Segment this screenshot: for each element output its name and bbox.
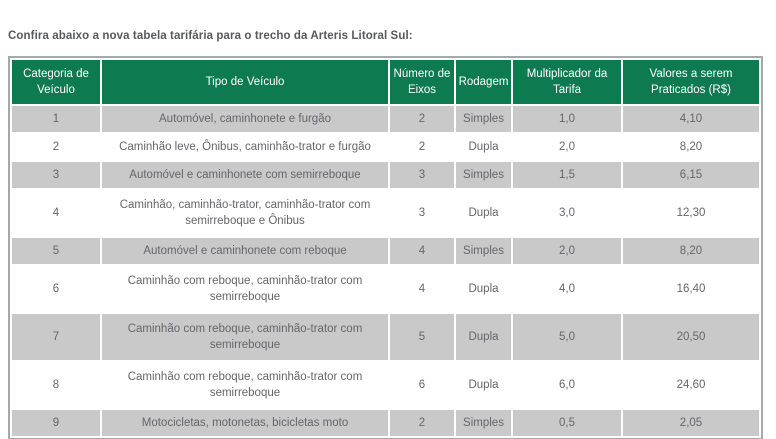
cell-tipo: Caminhão, caminhão-trator, caminhão-trator com semirreboque e Ônibus [102, 190, 388, 236]
table-row [12, 410, 759, 436]
cell-eixos: 2 [390, 106, 454, 132]
cell-eixos: 2 [390, 134, 454, 160]
cell-eixos: 4 [390, 238, 454, 264]
cell-multiplicador: 2,0 [513, 134, 621, 160]
cell-tipo: Automóvel, caminhonete e furgão [102, 106, 388, 132]
table-row [12, 190, 759, 236]
tariff-table [8, 56, 763, 439]
cell-valor: 12,30 [623, 190, 759, 236]
table-row [12, 162, 759, 188]
cell-tipo: Caminhão com reboque, caminhão-trator com semirreboque [102, 266, 388, 312]
cell-tipo: Caminhão com reboque, caminhão-trator com semirreboque [102, 314, 388, 360]
cell-rodagem: Dupla [456, 266, 511, 312]
cell-multiplicador: 4,0 [513, 266, 621, 312]
cell-multiplicador: 2,0 [513, 238, 621, 264]
table-row [12, 106, 759, 132]
cell-categoria: 9 [12, 410, 100, 436]
cell-categoria: 7 [12, 314, 100, 360]
cell-valor: 8,20 [623, 238, 759, 264]
cell-valor: 2,05 [623, 410, 759, 436]
cell-eixos: 4 [390, 266, 454, 312]
cell-valor: 4,10 [623, 106, 759, 132]
cell-valor: 20,50 [623, 314, 759, 360]
cell-multiplicador: 1,5 [513, 162, 621, 188]
table-row [12, 266, 759, 312]
cell-valor: 6,15 [623, 162, 759, 188]
header-row [12, 60, 759, 104]
cell-tipo: Caminhão com reboque, caminhão-trator com semirreboque [102, 362, 388, 408]
table-row [12, 134, 759, 160]
cell-rodagem: Simples [456, 106, 511, 132]
cell-eixos: 3 [390, 190, 454, 236]
cell-categoria: 4 [12, 190, 100, 236]
cell-valor: 24,60 [623, 362, 759, 408]
cell-rodagem: Dupla [456, 190, 511, 236]
cell-rodagem: Dupla [456, 362, 511, 408]
table-row [12, 238, 759, 264]
cell-rodagem: Simples [456, 162, 511, 188]
cell-tipo: Automóvel e caminhonete com reboque [102, 238, 388, 264]
table-body [12, 106, 759, 436]
cell-tipo: Automóvel e caminhonete com semirreboque [102, 162, 388, 188]
cell-categoria: 3 [12, 162, 100, 188]
cell-rodagem: Simples [456, 238, 511, 264]
cell-categoria: 2 [12, 134, 100, 160]
cell-multiplicador: 0,5 [513, 410, 621, 436]
column-header-eixos: Número de Eixos [390, 60, 454, 104]
cell-tipo: Caminhão leve, Ônibus, caminhão-trator e furgão [102, 134, 388, 160]
cell-categoria: 1 [12, 106, 100, 132]
column-header-categoria: Categoria de Veículo [12, 60, 100, 104]
column-header-tipo: Tipo de Veículo [102, 60, 388, 104]
table-row [12, 362, 759, 408]
cell-rodagem: Simples [456, 410, 511, 436]
cell-eixos: 6 [390, 362, 454, 408]
cell-eixos: 5 [390, 314, 454, 360]
column-header-rodagem: Rodagem [456, 60, 511, 104]
cell-multiplicador: 5,0 [513, 314, 621, 360]
cell-rodagem: Dupla [456, 134, 511, 160]
cell-multiplicador: 3,0 [513, 190, 621, 236]
table-header [12, 60, 759, 104]
cell-valor: 16,40 [623, 266, 759, 312]
cell-categoria: 5 [12, 238, 100, 264]
cell-multiplicador: 6,0 [513, 362, 621, 408]
cell-categoria: 8 [12, 362, 100, 408]
cell-categoria: 6 [12, 266, 100, 312]
column-header-multiplicador: Multiplicador da Tarifa [513, 60, 621, 104]
intro-text: Confira abaixo a nova tabela tarifária para o trecho da Arteris Litoral Sul: [8, 30, 413, 42]
cell-rodagem: Dupla [456, 314, 511, 360]
cell-valor: 8,20 [623, 134, 759, 160]
cell-tipo: Motocicletas, motonetas, bicicletas moto [102, 410, 388, 436]
column-header-valores: Valores a serem Praticados (R$) [623, 60, 759, 104]
cell-eixos: 3 [390, 162, 454, 188]
cell-eixos: 2 [390, 410, 454, 436]
table-row [12, 314, 759, 360]
cell-multiplicador: 1,0 [513, 106, 621, 132]
